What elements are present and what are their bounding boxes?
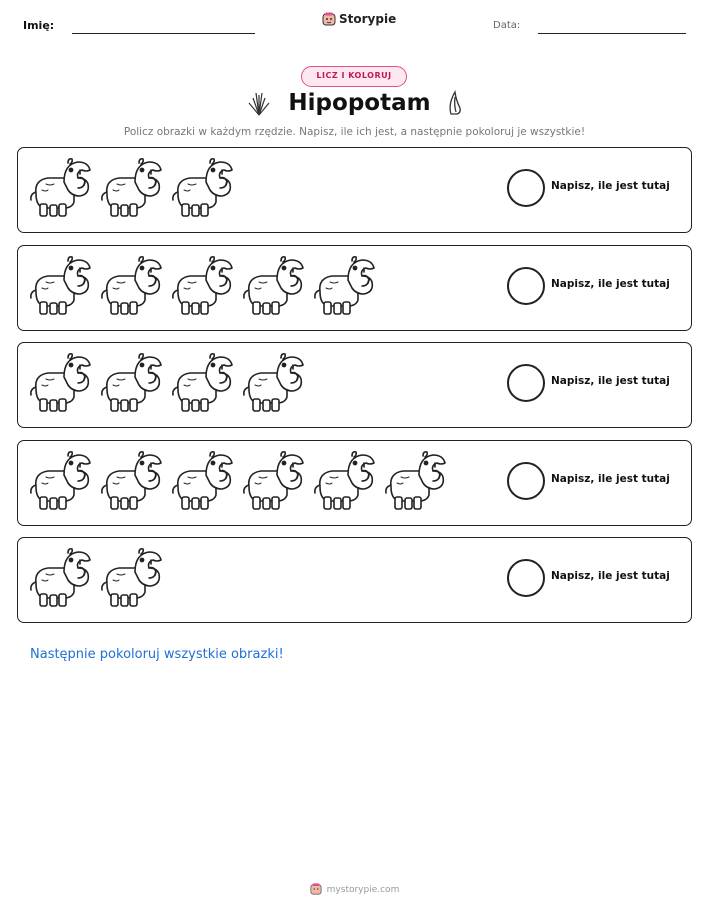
answer-label: Napisz, ile jest tutaj [551, 375, 670, 387]
storypie-logo-icon [310, 880, 322, 899]
hippo-icon [28, 544, 92, 614]
hippo-icon [99, 544, 163, 614]
title-row [0, 90, 709, 116]
instruction-text: Policz obrazki w każdym rzędzie. Napisz, ile ich jest, a następnie pokoloruj je wszystkie! [123, 126, 586, 138]
hippo-icon [28, 349, 92, 419]
answer-circle[interactable] [507, 169, 545, 207]
hippo-icon [383, 447, 447, 517]
hippo-icon [241, 447, 305, 517]
answer-label: Napisz, ile jest tutaj [551, 473, 670, 485]
date-label: Data: [493, 20, 521, 31]
name-label: Imię: [23, 19, 55, 32]
tooth-icon [447, 90, 463, 116]
answer-circle[interactable] [507, 462, 545, 500]
answer-label: Napisz, ile jest tutaj [551, 180, 670, 192]
counting-row-5 [17, 537, 692, 623]
hippo-icon [170, 349, 234, 419]
counting-row-2 [17, 245, 692, 331]
brand-name: Storypie [339, 12, 397, 26]
hippo-icon [312, 252, 376, 322]
page-title: Hipopotam [288, 90, 431, 116]
hippo-icon [28, 252, 92, 322]
answer-label: Napisz, ile jest tutaj [551, 570, 670, 582]
footer [0, 880, 709, 899]
grass-icon [246, 90, 272, 116]
counting-row-1 [17, 147, 692, 233]
date-field[interactable] [538, 33, 686, 34]
closing-instruction: Następnie pokoloruj wszystkie obrazki! [30, 647, 284, 662]
answer-circle[interactable] [507, 559, 545, 597]
hippo-icon [241, 252, 305, 322]
brand-logo [322, 12, 396, 26]
hippo-icon [28, 154, 92, 224]
footer-url: mystorypie.com [326, 884, 400, 895]
answer-label: Napisz, ile jest tutaj [551, 278, 670, 290]
hippo-icon [99, 349, 163, 419]
hippo-icon [241, 349, 305, 419]
hippo-icon [99, 154, 163, 224]
name-field[interactable] [72, 33, 255, 34]
storypie-logo-icon [322, 12, 336, 26]
activity-badge: LICZ I KOLORUJ [301, 66, 407, 87]
counting-row-4 [17, 440, 692, 526]
hippo-icon [99, 447, 163, 517]
hippo-icon [28, 447, 92, 517]
counting-row-3 [17, 342, 692, 428]
answer-circle[interactable] [507, 267, 545, 305]
hippo-icon [312, 447, 376, 517]
answer-circle[interactable] [507, 364, 545, 402]
hippo-icon [170, 447, 234, 517]
hippo-icon [170, 252, 234, 322]
hippo-icon [99, 252, 163, 322]
hippo-icon [170, 154, 234, 224]
